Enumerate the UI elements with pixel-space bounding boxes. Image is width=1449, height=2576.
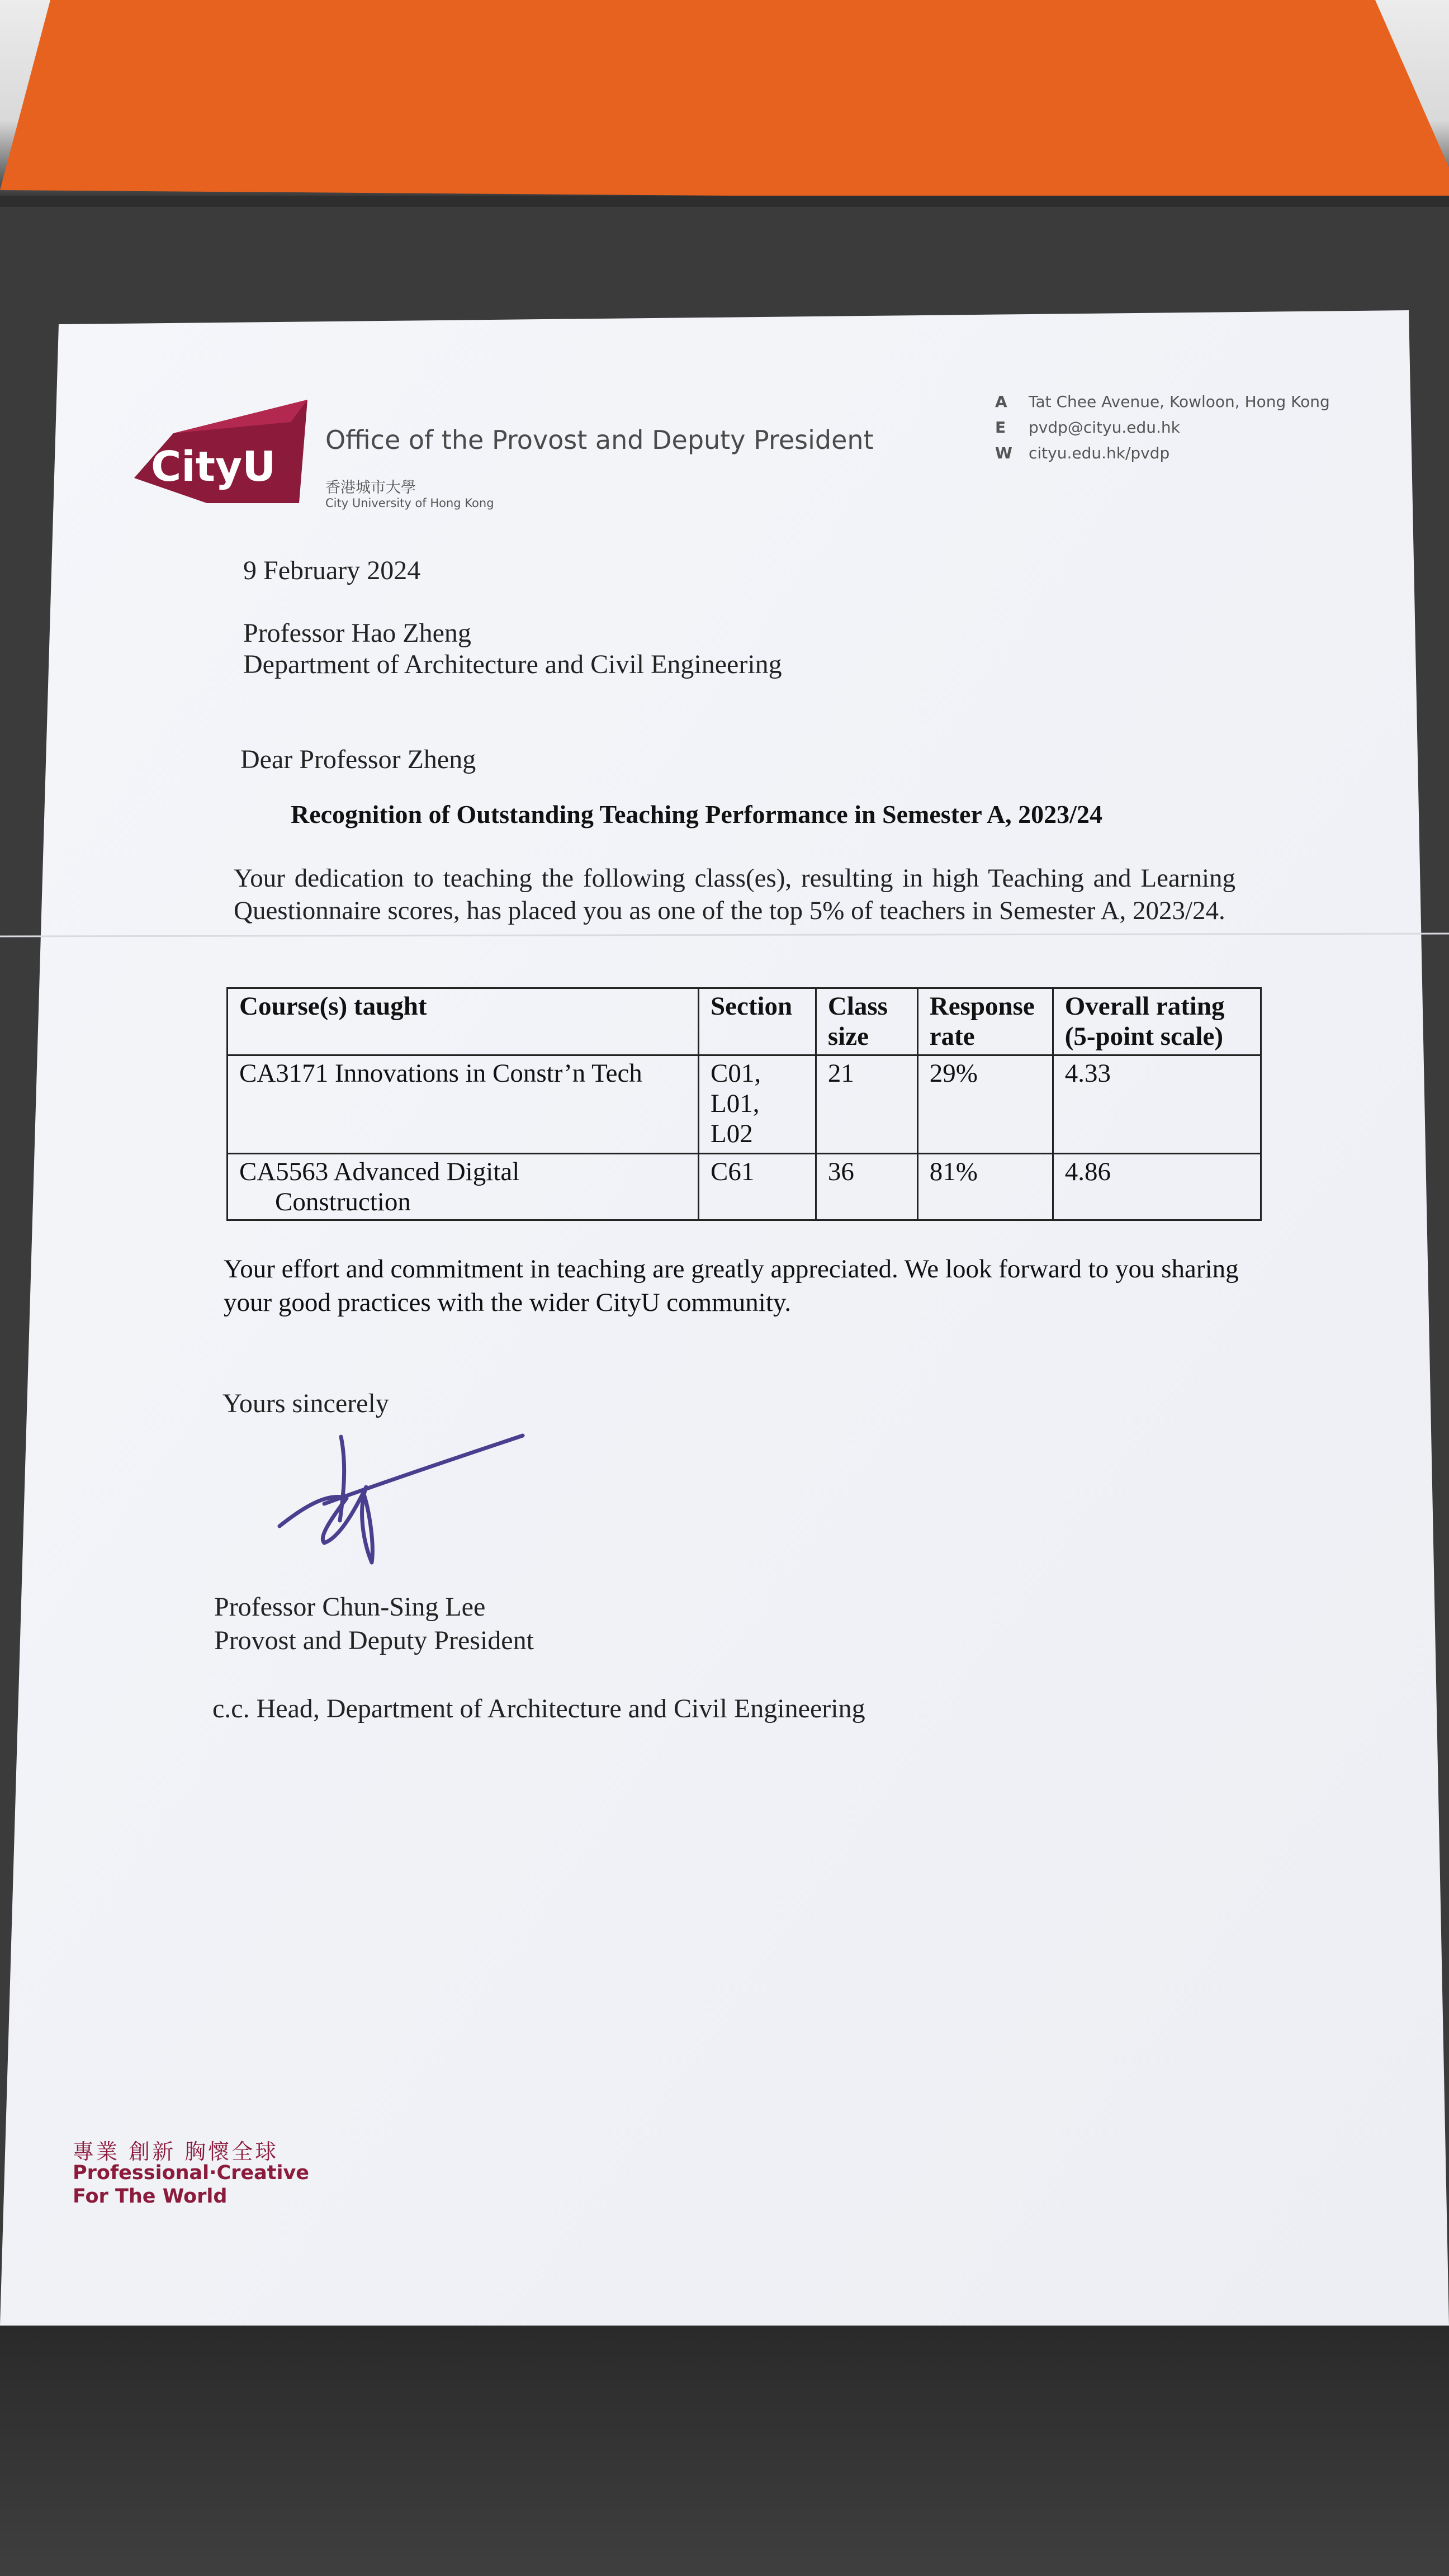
section-line1: C61 [710,1157,755,1186]
contact-key: A [995,392,1007,411]
contact-key: E [995,418,1006,437]
email-text: pvdp@cityu.edu.hk [1029,418,1180,437]
motto-english-line2: For The World [73,2185,228,2208]
signer-title: Provost and Deputy President [214,1626,534,1655]
university-name-english: City University of Hong Kong [325,496,494,510]
svg-text:CityU: CityU [151,443,276,491]
letter-date: 9 February 2024 [243,556,421,585]
recipient-department: Department of Architecture and Civil Engineering [243,650,782,679]
cell-response-rate [917,1055,1053,1153]
address-text: Tat Chee Avenue, Kowloon, Hong Kong [1029,392,1330,411]
header-rating-line1: Overall rating [1064,992,1225,1021]
header-overall-rating [1053,988,1261,1055]
class-size-value: 21 [827,1058,854,1088]
header-course [228,988,699,1055]
course-title: CA5563 Advanced Digital [239,1157,520,1186]
section-line2: L01, [710,1088,760,1118]
header-rating-line2: (5-point scale) [1064,1022,1223,1051]
header-response-line2: rate [929,1022,975,1051]
course-title: CA3171 Innovations in Constr’n Tech [239,1058,642,1088]
cell-course [228,1055,699,1153]
recipient-name: Professor Hao Zheng [243,618,471,648]
contact-key: W [995,443,1012,462]
header-section-text: Section [710,992,793,1021]
response-rate-value: 81% [929,1157,978,1186]
class-size-value: 36 [827,1157,854,1186]
salutation: Dear Professor Zheng [240,745,476,774]
contact-website [995,440,1330,466]
rating-value: 4.86 [1064,1157,1111,1186]
header-class-size [816,988,917,1055]
header-response-rate [917,988,1053,1055]
table-row [228,1153,1261,1220]
table-header-row [228,988,1261,1055]
body-paragraph-2: Your effort and commitment in teaching are greatly appreciated. We look forward to you sharing your good practices with the wider CityU community. [224,1254,1239,1317]
office-name: Office of the Provost and Deputy President [325,425,874,455]
cell-response-rate [917,1153,1053,1220]
header-course-text: Course(s) taught [239,992,427,1021]
contact-block [995,389,1330,466]
cityu-logo [123,400,313,512]
cell-section [698,1153,816,1220]
website-text: cityu.edu.hk/pvdp [1029,443,1170,462]
course-title-continued: Construction [275,1187,411,1216]
closing-phrase: Yours sincerely [222,1389,389,1418]
header-section [698,988,816,1055]
orange-envelope [0,0,1449,207]
handwritten-signature [274,1431,531,1571]
header-response-line1: Response [929,992,1035,1021]
motto-chinese: 專業 創新 胸懷全球 [73,2139,279,2164]
cell-class-size [816,1153,917,1220]
table-row [228,1055,1261,1153]
section-line3: L02 [710,1119,753,1148]
response-rate-value: 29% [929,1058,978,1088]
section-line1: C01, [710,1058,761,1088]
header-class-size-line1: Class [827,992,888,1021]
cell-class-size [816,1055,917,1153]
contact-address [995,389,1330,414]
university-name-chinese: 香港城市大學 [325,479,416,496]
course-ratings-table [226,987,1262,1221]
motto-english-line1: Professional·Creative [73,2162,310,2184]
background-bottom [0,2326,1449,2576]
contact-email [995,414,1330,440]
cell-course [228,1153,699,1220]
cell-rating [1053,1153,1261,1220]
body-paragraph-1: Your dedication to teaching the following class(es), resulting in high Teaching and Learning Questionnaire scores, has placed you as one of the top 5% of teachers in Semester A, 2023/24. [234,864,1235,925]
letter-subject: Recognition of Outstanding Teaching Performance in Semester A, 2023/24 [291,800,1102,828]
signer-name: Professor Chun-Sing Lee [214,1592,486,1622]
motto-english [73,2161,309,2208]
header-class-size-line2: size [827,1022,869,1051]
carbon-copy: c.c. Head, Department of Architecture and Civil Engineering [212,1694,865,1723]
rating-value: 4.33 [1064,1058,1111,1088]
cell-section [698,1055,816,1153]
cell-rating [1053,1055,1261,1153]
